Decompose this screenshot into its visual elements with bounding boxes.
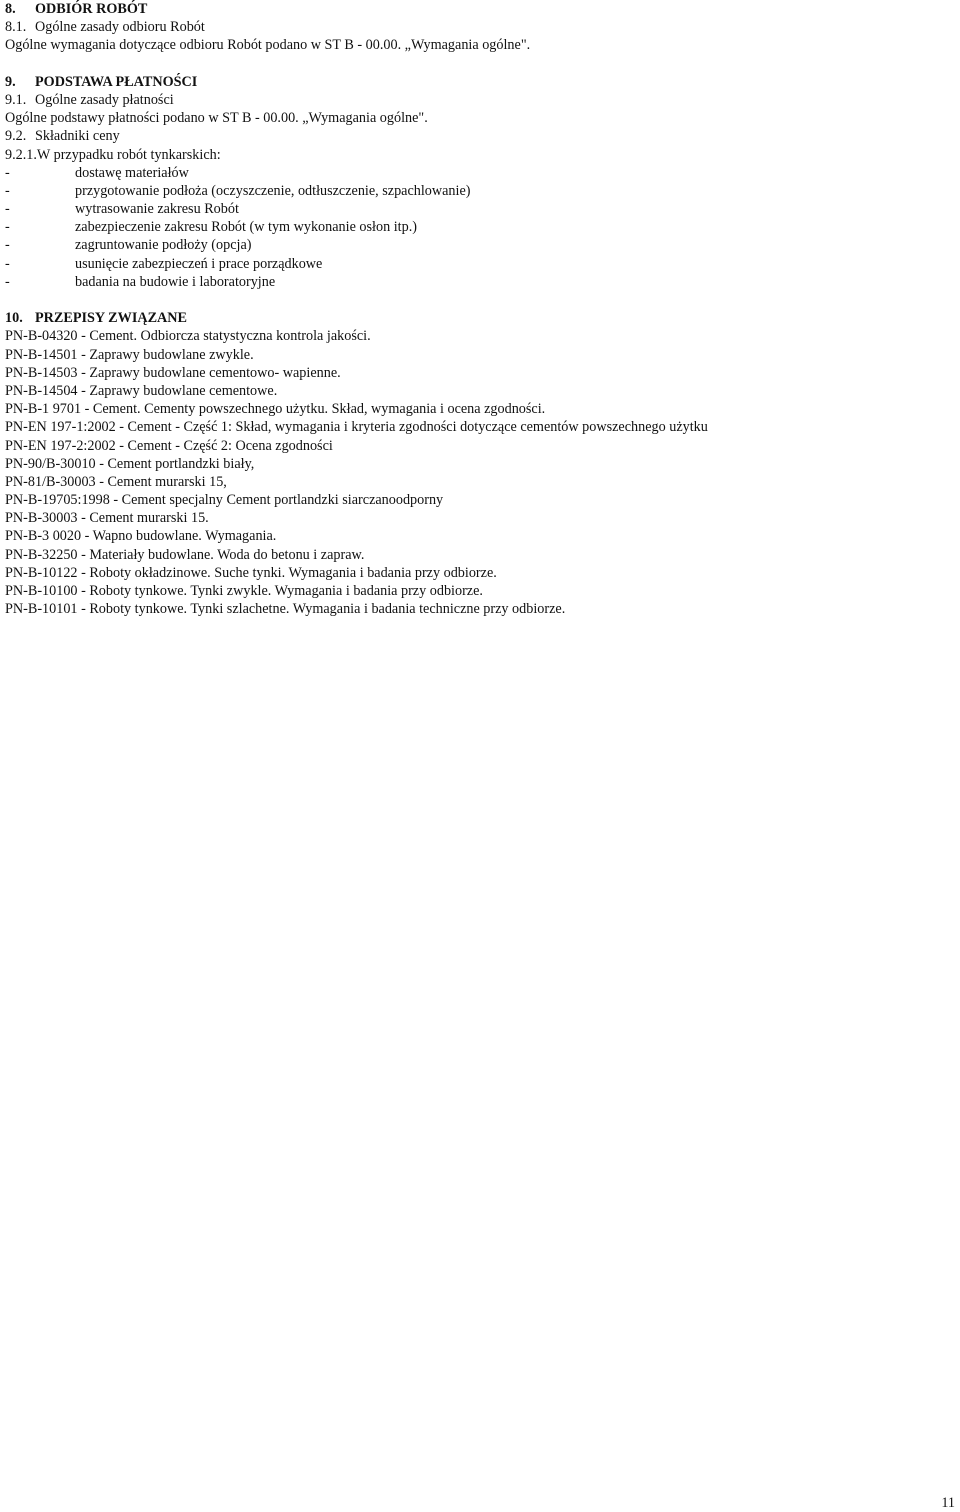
standard-item: PN-B-32250 - Materiały budowlane. Woda do betonu i zapraw. xyxy=(5,546,365,563)
section-title: PODSTAWA PŁATNOŚCI xyxy=(35,73,198,90)
section-title: PRZEPISY ZWIĄZANE xyxy=(35,310,188,327)
paragraph-9-1: Ogólne podstawy płatności podano w ST B - 00.00. „Wymagania ogólne". xyxy=(5,110,428,127)
standard-item: PN-B-14504 - Zaprawy budowlane cementowe. xyxy=(5,382,278,399)
standard-item: PN-B-30003 - Cement murarski 15. xyxy=(5,510,209,527)
list-item-text: przygotowanie podłoża (oczyszczenie, odtłuszczenie, szpachlowanie) xyxy=(75,182,471,199)
list-item-text: badania na budowie i laboratoryjne xyxy=(75,273,276,290)
spacer xyxy=(5,55,955,73)
subsection-8-1-heading xyxy=(5,18,955,36)
bullet-marker: - xyxy=(5,273,10,290)
bullet-marker: - xyxy=(5,201,10,218)
list-item-text: usunięcie zabezpieczeń i prace porządkowe xyxy=(75,255,323,272)
standard-item: PN-81/B-30003 - Cement murarski 15, xyxy=(5,473,227,490)
subsection-9-2-heading xyxy=(5,127,955,145)
section-9-heading xyxy=(5,73,955,91)
subsection-number: 9.2. xyxy=(5,128,27,145)
list-item-text: zabezpieczenie zakresu Robót (w tym wykonanie osłon itp.) xyxy=(75,219,417,236)
paragraph-9-2-1: 9.2.1.W przypadku robót tynkarskich: xyxy=(5,146,221,163)
list-item-text: zagruntowanie podłoży (opcja) xyxy=(75,237,252,254)
standard-item: PN-B-14501 - Zaprawy budowlane zwykle. xyxy=(5,346,254,363)
page-number: 11 xyxy=(941,1495,955,1511)
standard-item: PN-B-1 9701 - Cement. Cementy powszechnego użytku. Skład, wymagania i ocena zgodności. xyxy=(5,401,546,418)
list-item xyxy=(5,218,955,236)
bullet-marker: - xyxy=(5,164,10,181)
subsection-title: Ogólne zasady odbioru Robót xyxy=(35,19,205,36)
subsection-9-1-heading xyxy=(5,91,955,109)
section-title: ODBIÓR ROBÓT xyxy=(35,1,148,17)
bullet-marker: - xyxy=(5,182,10,199)
bullet-marker: - xyxy=(5,219,10,236)
standard-item: PN-EN 197-2:2002 - Cement - Część 2: Ocena zgodności xyxy=(5,437,333,454)
bullet-marker: - xyxy=(5,237,10,254)
bullet-marker: - xyxy=(5,255,10,272)
subsection-title: Ogólne zasady płatności xyxy=(35,91,174,108)
standard-item: PN-B-10122 - Roboty okładzinowe. Suche tynki. Wymagania i badania przy odbiorze. xyxy=(5,564,497,581)
spacer xyxy=(5,291,955,309)
list-item xyxy=(5,236,955,254)
standard-item: PN-B-10100 - Roboty tynkowe. Tynki zwykle. Wymagania i badania przy odbiorze. xyxy=(5,583,483,599)
paragraph-8-1: Ogólne wymagania dotyczące odbioru Robót podano w ST B - 00.00. „Wymagania ogólne". xyxy=(5,37,531,54)
section-10-heading xyxy=(5,309,955,327)
price-components-list xyxy=(5,164,955,291)
standard-item: PN-B-14503 - Zaprawy budowlane cementowo- wapienne. xyxy=(5,364,341,381)
list-item xyxy=(5,182,955,200)
list-item-text: dostawę materiałów xyxy=(75,164,189,181)
document-page xyxy=(5,0,955,618)
subsection-number: 8.1. xyxy=(5,19,27,36)
standard-item: PN-B-19705:1998 - Cement specjalny Cement portlandzki siarczanoodporny xyxy=(5,492,444,509)
section-number: 9. xyxy=(5,73,16,90)
list-item xyxy=(5,255,955,273)
section-number: 8. xyxy=(5,1,16,17)
standard-item: PN-B-10101 - Roboty tynkowe. Tynki szlachetne. Wymagania i badania techniczne przy odbiorze. xyxy=(5,601,566,618)
standard-item: PN-B-04320 - Cement. Odbiorcza statystyczna kontrola jakości. xyxy=(5,328,371,345)
subsection-title: Składniki ceny xyxy=(35,128,120,145)
standard-item: PN-90/B-30010 - Cement portlandzki biały, xyxy=(5,455,255,472)
list-item-text: wytrasowanie zakresu Robót xyxy=(75,201,239,218)
list-item xyxy=(5,200,955,218)
section-8-heading xyxy=(5,0,955,18)
list-item xyxy=(5,164,955,182)
subsection-number: 9.1. xyxy=(5,91,27,108)
standards-list xyxy=(5,327,955,618)
list-item xyxy=(5,273,955,291)
section-number: 10. xyxy=(5,310,23,327)
standard-item: PN-B-3 0020 - Wapno budowlane. Wymagania. xyxy=(5,528,277,545)
standard-item: PN-EN 197-1:2002 - Cement - Część 1: Skład, wymagania i kryteria zgodności dotyczące cementów powszechnego użytku xyxy=(5,419,708,436)
